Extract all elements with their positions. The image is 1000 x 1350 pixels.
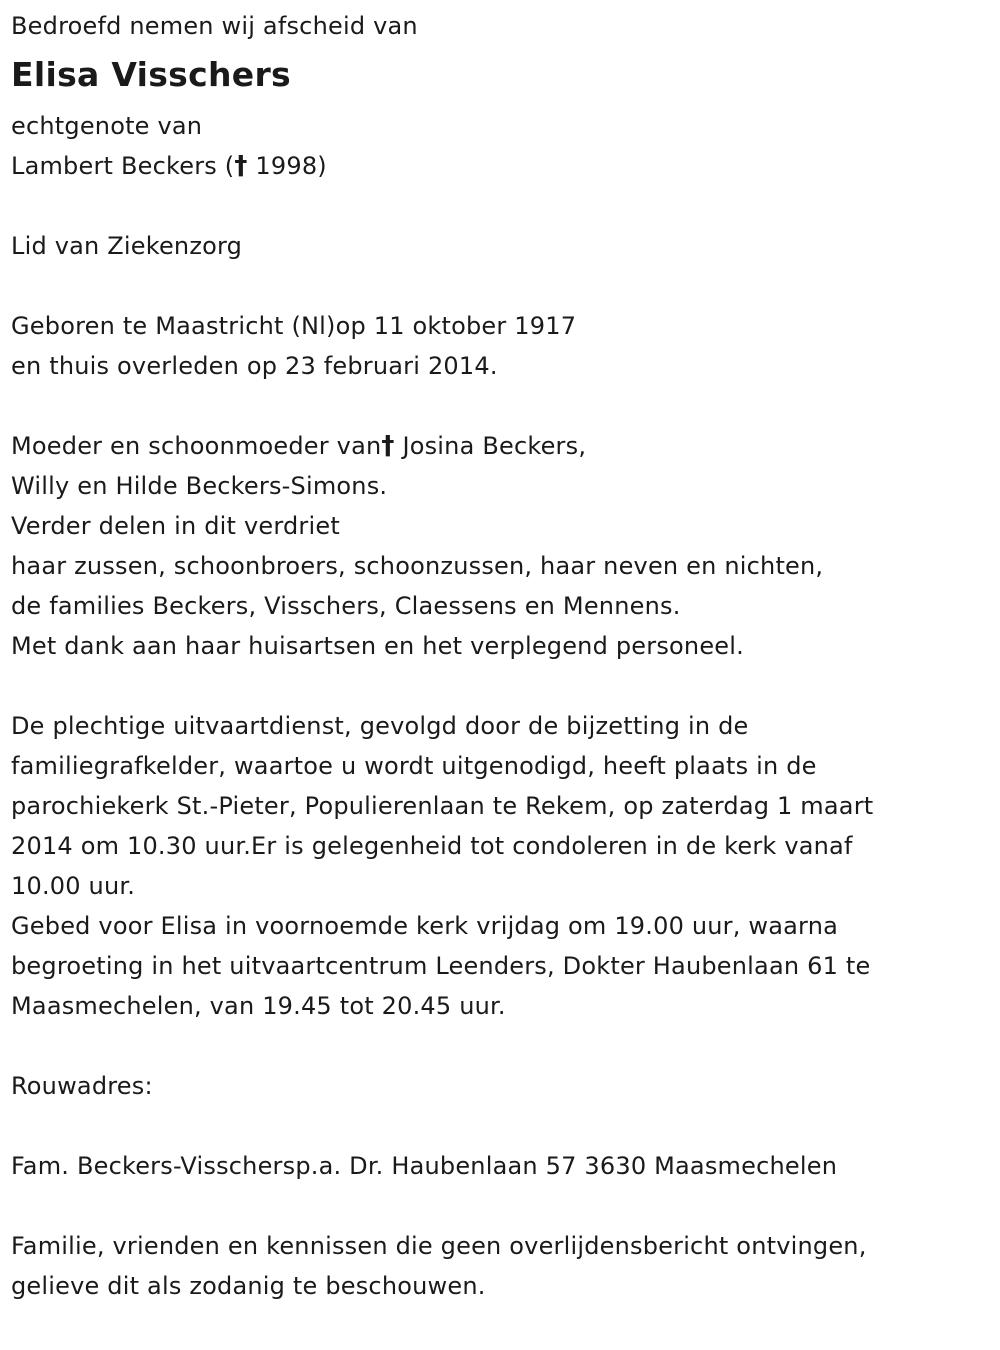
- spacer: [11, 666, 991, 706]
- family-line: Met dank aan haar huisartsen en het verplegend personeel.: [11, 632, 744, 660]
- closing-line: gelieve dit als zodanig te beschouwen.: [11, 1272, 486, 1300]
- family-line: haar zussen, schoonbroers, schoonzussen, haar neven en nichten,: [11, 552, 824, 580]
- service-line: Maasmechelen, van 19.45 tot 20.45 uur.: [11, 992, 506, 1020]
- service-line: familiegrafkelder, waartoe u wordt uitgenodigd, heeft plaats in de: [11, 752, 817, 780]
- mourning-address: Fam. Beckers-Visschersp.a. Dr. Haubenlaan 57 3630 Maasmechelen: [11, 1152, 838, 1180]
- service-line: De plechtige uitvaartdienst, gevolgd door de bijzetting in de: [11, 712, 749, 740]
- service-line: begroeting in het uitvaartcentrum Leenders, Dokter Haubenlaan 61 te: [11, 952, 871, 980]
- spouse-relation: echtgenote van: [11, 112, 203, 140]
- service-line: Gebed voor Elisa in voornoemde kerk vrijdag om 19.00 uur, waarna: [11, 912, 839, 940]
- intro-text: Bedroefd nemen wij afscheid van: [11, 12, 418, 40]
- spacer: [11, 266, 991, 306]
- birth-line: Geboren te Maastricht (Nl)op 11 oktober 1917: [11, 312, 577, 340]
- spouse-name: [11, 146, 991, 186]
- service-line: parochiekerk St.-Pieter, Populierenlaan te Rekem, op zaterdag 1 maart: [11, 792, 874, 820]
- cross-icon: †: [381, 431, 395, 461]
- spacer: [11, 1186, 991, 1226]
- spouse-name-suffix: 1998): [247, 152, 327, 180]
- deceased-name: Elisa Visschers: [11, 55, 291, 94]
- membership-text: Lid van Ziekenzorg: [11, 232, 243, 260]
- spacer: [11, 386, 991, 426]
- spacer: [11, 1026, 991, 1066]
- spacer: [11, 1106, 991, 1146]
- family-line: Willy en Hilde Beckers-Simons.: [11, 472, 388, 500]
- service-line: 10.00 uur.: [11, 872, 136, 900]
- obituary-notice: [11, 6, 991, 1306]
- death-line: en thuis overleden op 23 februari 2014.: [11, 352, 498, 380]
- family-line: Verder delen in dit verdriet: [11, 512, 340, 540]
- spacer: [11, 186, 991, 226]
- cross-icon: †: [234, 151, 248, 181]
- mother-prefix: Moeder en schoonmoeder van: [11, 432, 382, 460]
- spouse-name-prefix: Lambert Beckers (: [11, 152, 235, 180]
- service-line: 2014 om 10.30 uur.Er is gelegenheid tot condoleren in de kerk vanaf: [11, 832, 853, 860]
- family-line: de families Beckers, Visschers, Claessens en Mennens.: [11, 592, 681, 620]
- mother-suffix: Josina Beckers,: [394, 432, 587, 460]
- mother-of-line: [11, 426, 991, 466]
- closing-line: Familie, vrienden en kennissen die geen overlijdensbericht ontvingen,: [11, 1232, 867, 1260]
- address-label: Rouwadres:: [11, 1072, 153, 1100]
